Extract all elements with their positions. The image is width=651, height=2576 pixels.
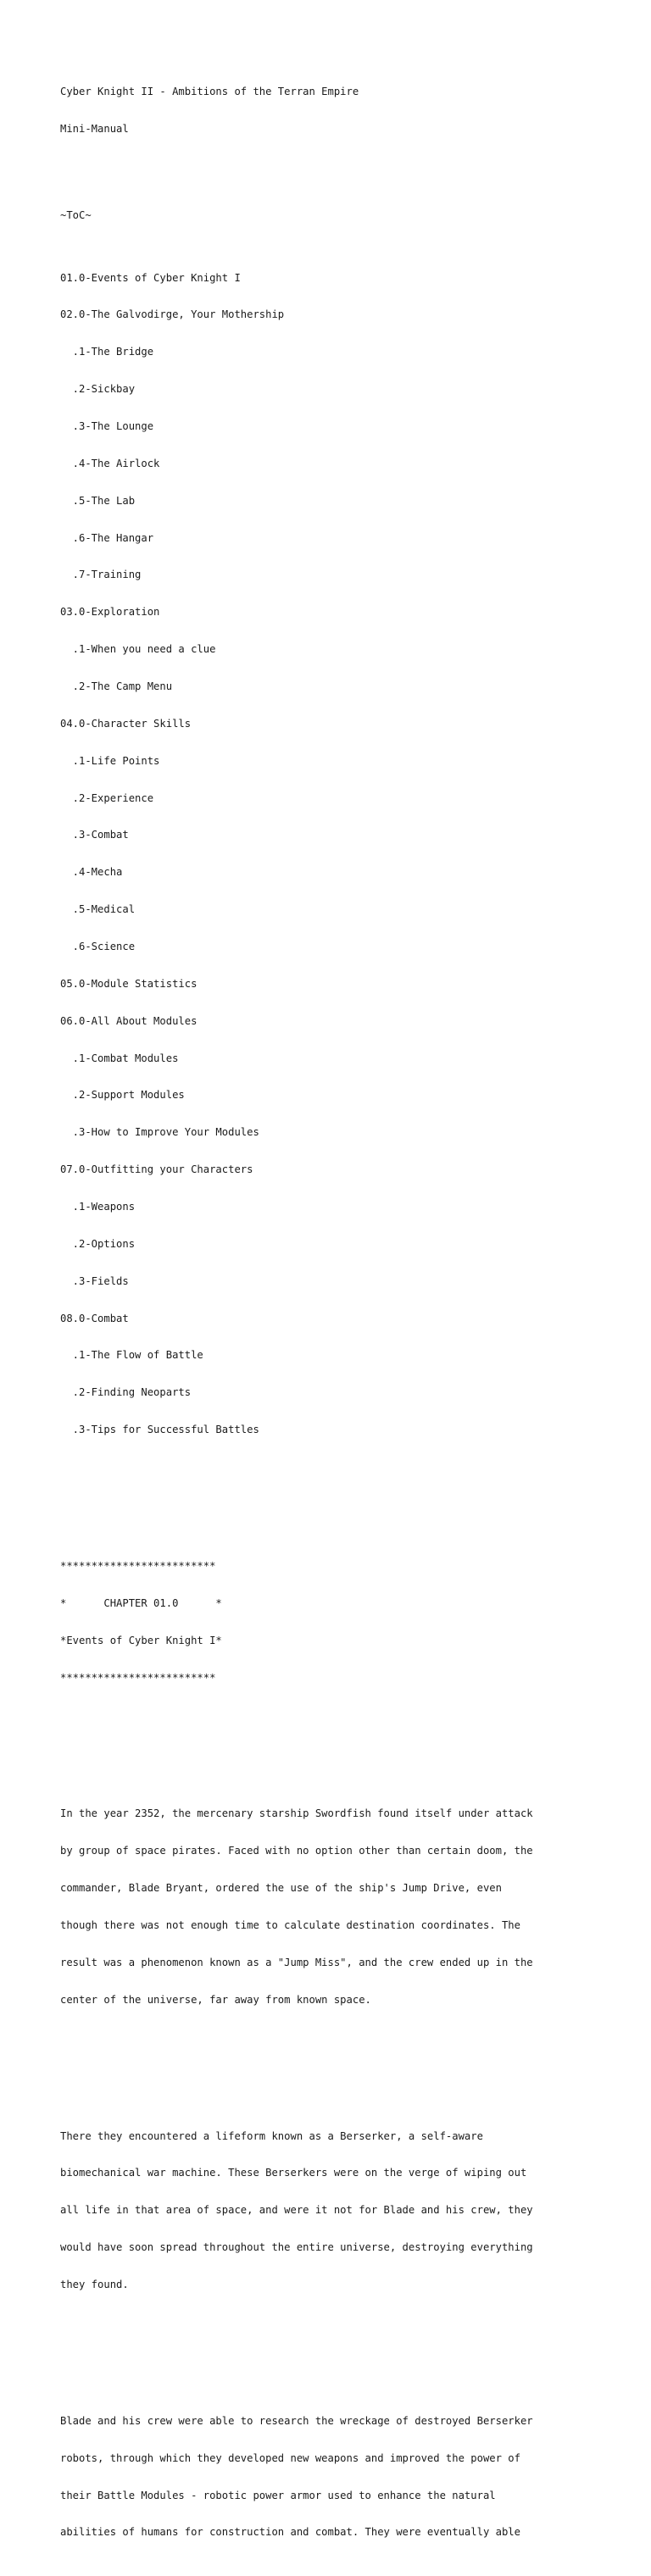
paragraph-line: biomechanical war machine. These Berserkers were on the verge of wiping out — [60, 2167, 527, 2179]
toc-entry: .4-Mecha — [60, 866, 123, 879]
paragraph-line: all life in that area of space, and were it not for Blade and his crew, they — [60, 2204, 533, 2217]
table-of-contents — [60, 247, 645, 1461]
toc-entry: .2-Sickbay — [60, 383, 136, 396]
toc-entry: 08.0-Combat — [60, 1312, 129, 1324]
toc-entry: .2-Options — [60, 1237, 136, 1250]
paragraph-line: robots, through which they developed new weapons and improved the power of — [60, 2451, 520, 2464]
paragraph — [60, 1783, 645, 2030]
toc-entry: .6-Science — [60, 941, 136, 953]
toc-entry: .1-The Bridge — [60, 346, 154, 358]
paragraph-line: In the year 2352, the mercenary starship Swordfish found itself under attack — [60, 1807, 533, 1820]
chapter-title: *Events of Cyber Knight I* — [60, 1634, 222, 1646]
blank-line — [60, 1485, 645, 1498]
chapter-banner-border-top: ************************* — [60, 1560, 216, 1573]
chapter-banner-border-bottom: ************************* — [60, 1671, 216, 1684]
paragraph-line: though there was not enough time to calculate destination coordinates. The — [60, 1919, 520, 1932]
toc-entry: 04.0-Character Skills — [60, 717, 192, 730]
paragraph-line: by group of space pirates. Faced with no option other than certain doom, the — [60, 1845, 533, 1857]
toc-entry: .1-Combat Modules — [60, 1052, 179, 1064]
toc-entry: 07.0-Outfitting your Characters — [60, 1163, 253, 1176]
toc-entry: .2-Support Modules — [60, 1089, 185, 1102]
toc-entry: 01.0-Events of Cyber Knight I — [60, 271, 241, 284]
manual-page — [60, 61, 645, 2576]
chapter-banner — [60, 1535, 645, 1709]
toc-entry: .3-The Lounge — [60, 420, 154, 432]
paragraph-line: they found. — [60, 2279, 129, 2291]
toc-entry: .6-The Hangar — [60, 531, 154, 544]
paragraph-line: Blade and his crew were able to research the wreckage of destroyed Berserker — [60, 2414, 533, 2427]
toc-entry: .7-Training — [60, 569, 142, 581]
toc-entry: .2-Finding Neoparts — [60, 1386, 192, 1399]
paragraph-line: their Battle Modules - robotic power armor used to enhance the natural — [60, 2489, 496, 2501]
paragraph-line: result was a phenomenon known as a "Jump Miss", and the crew ended up in the — [60, 1956, 533, 1968]
paragraph-line: There they encountered a lifeform known as a Berserker, a self-aware — [60, 2129, 483, 2142]
chapter-number: * CHAPTER 01.0 * — [60, 1596, 222, 1609]
toc-entry: .5-Medical — [60, 903, 136, 916]
blank-line — [60, 160, 645, 173]
toc-entry: .3-Tips for Successful Battles — [60, 1424, 259, 1436]
toc-entry: .2-Experience — [60, 791, 154, 804]
toc-entry: .3-Combat — [60, 829, 129, 841]
toc-entry: 05.0-Module Statistics — [60, 977, 198, 990]
toc-entry: .3-How to Improve Your Modules — [60, 1126, 259, 1139]
toc-entry: .2-The Camp Menu — [60, 680, 173, 693]
blank-line — [60, 2056, 645, 2068]
paragraph — [60, 2105, 645, 2316]
toc-entry: 02.0-The Galvodirge, Your Mothership — [60, 308, 285, 321]
paragraph-line: would have soon spread throughout the entire universe, destroying everything — [60, 2241, 533, 2254]
toc-entry: .1-The Flow of Battle — [60, 1349, 203, 1362]
blank-line — [60, 2340, 645, 2353]
toc-heading: ~ToC~ — [60, 209, 92, 222]
paragraph-line: commander, Blade Bryant, ordered the use of the ship's Jump Drive, even — [60, 1882, 502, 1895]
blank-line — [60, 1734, 645, 1746]
toc-entry: .4-The Airlock — [60, 457, 160, 469]
toc-entry: .5-The Lab — [60, 494, 136, 507]
toc-entry: .3-Fields — [60, 1274, 129, 1287]
toc-entry: .1-Weapons — [60, 1201, 136, 1213]
document-title: Cyber Knight II - Ambitions of the Terran Empire — [60, 86, 359, 98]
toc-entry: 03.0-Exploration — [60, 606, 160, 619]
toc-entry: .1-Life Points — [60, 754, 160, 767]
paragraph — [60, 2390, 645, 2564]
paragraph-line: abilities of humans for construction and combat. They were eventually able — [60, 2526, 520, 2539]
toc-entry: .1-When you need a clue — [60, 643, 216, 656]
toc-entry: 06.0-All About Modules — [60, 1014, 198, 1027]
paragraph-line: center of the universe, far away from known space. — [60, 1993, 371, 2006]
document-subtitle: Mini-Manual — [60, 123, 129, 136]
